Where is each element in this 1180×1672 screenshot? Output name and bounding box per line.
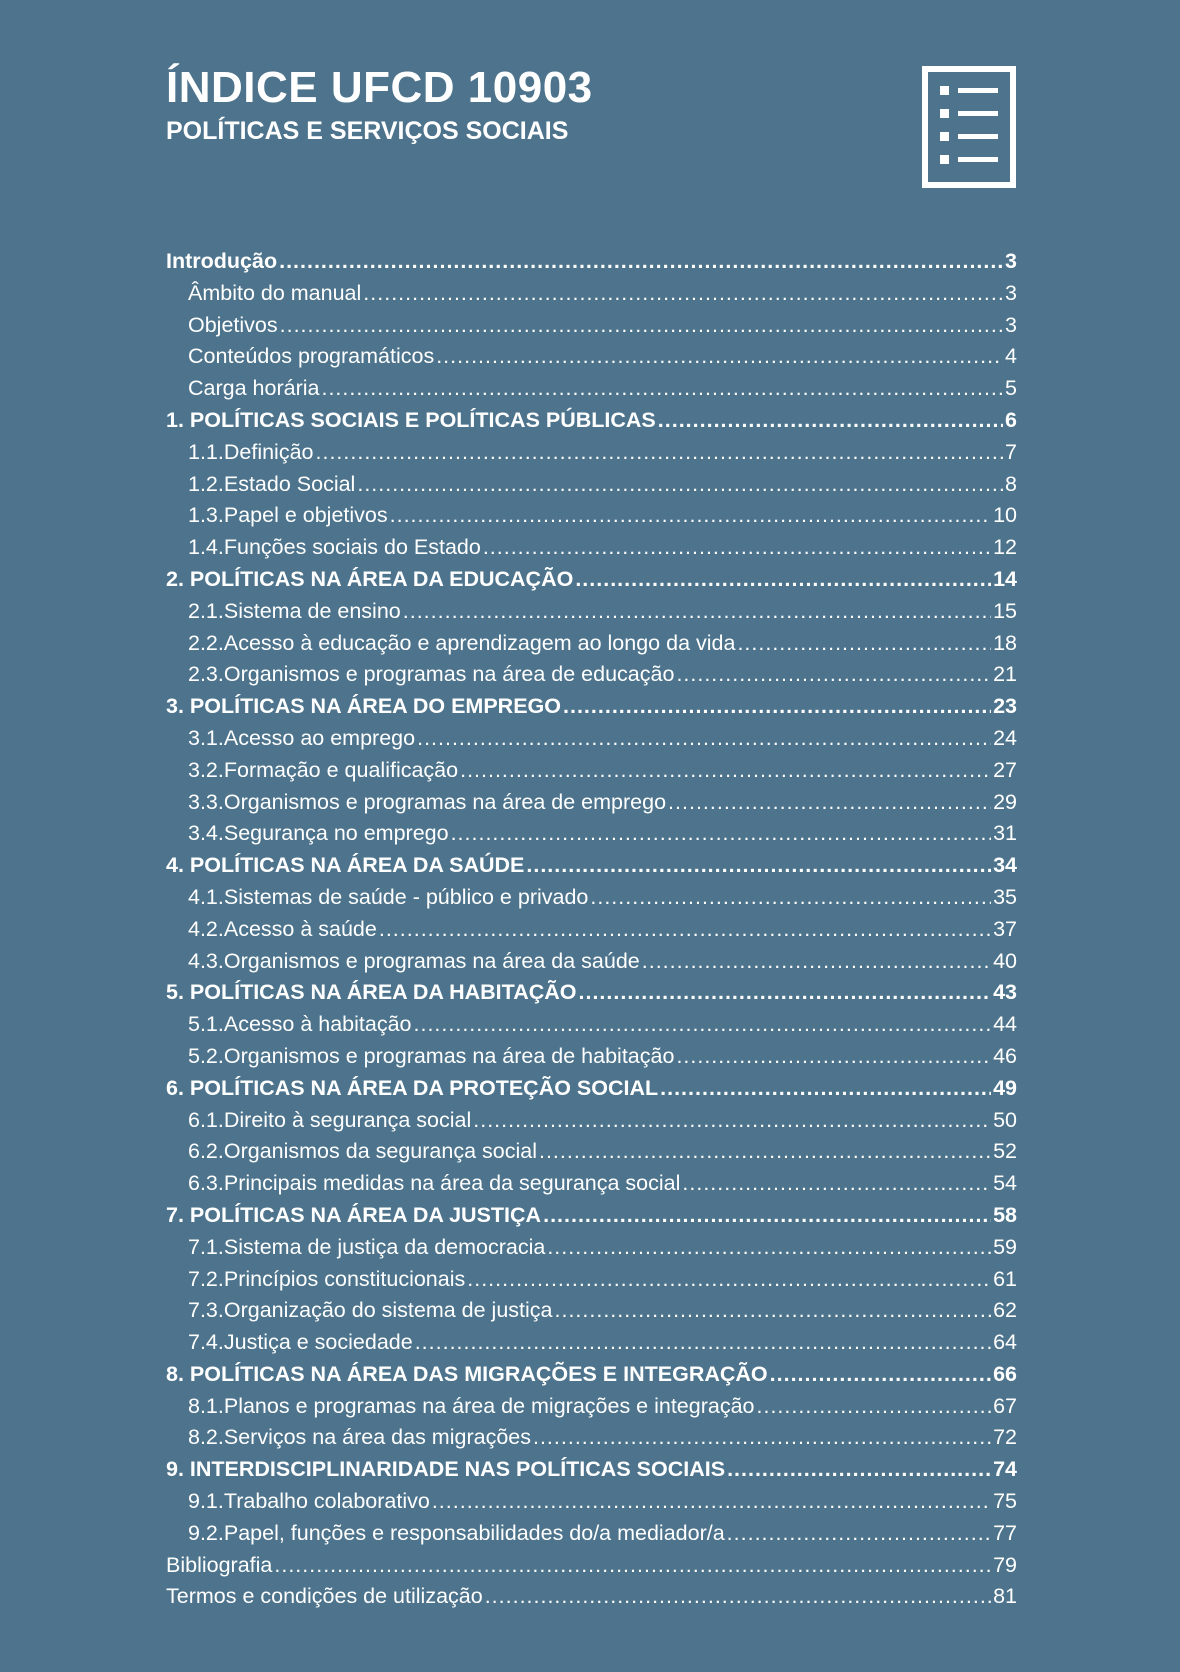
toc-section-entry[interactable] <box>166 628 1017 660</box>
toc-entry-title: 3.1.Acesso ao emprego <box>188 725 416 750</box>
toc-entry-title: 1. POLÍTICAS SOCIAIS E POLÍTICAS PÚBLICAS <box>166 407 656 432</box>
toc-entry-title: 4.3.Organismos e programas na área da saúde <box>188 948 640 973</box>
list-icon-line <box>958 88 998 93</box>
toc-entry-title: 9.2.Papel, funções e responsabilidades do/a mediador/a <box>188 1520 725 1545</box>
toc-dot-leader <box>575 564 991 596</box>
toc-section-entry[interactable] <box>166 1486 1017 1518</box>
toc-dot-leader <box>533 1422 991 1454</box>
toc-section-entry[interactable] <box>166 373 1017 405</box>
toc-dot-leader <box>563 691 991 723</box>
toc-page-number: 8 <box>1005 471 1017 496</box>
toc-entry-title: Bibliografia <box>166 1552 273 1577</box>
toc-dot-leader <box>547 1232 991 1264</box>
toc-page-number: 10 <box>993 503 1017 528</box>
toc-dot-leader <box>770 1359 991 1391</box>
toc-dot-leader <box>485 1581 991 1613</box>
toc-entry-title: 5. POLÍTICAS NA ÁREA DA HABITAÇÃO <box>166 980 577 1005</box>
toc-page-number: 67 <box>993 1393 1017 1418</box>
toc-page-number: 37 <box>993 916 1017 941</box>
toc-page-number: 62 <box>993 1298 1017 1323</box>
toc-page-number: 79 <box>993 1552 1017 1577</box>
toc-dot-leader <box>668 787 991 819</box>
toc-page-number: 27 <box>993 757 1017 782</box>
toc-section-entry[interactable] <box>166 1232 1017 1264</box>
toc-entry-title: 7. POLÍTICAS NA ÁREA DA JUSTIÇA <box>166 1202 542 1227</box>
toc-page-number: 50 <box>993 1107 1017 1132</box>
toc-page-number: 3 <box>1005 249 1017 273</box>
toc-page-number: 18 <box>993 630 1017 655</box>
toc-entry-title: 7.4.Justiça e sociedade <box>188 1330 413 1355</box>
toc-section-entry[interactable] <box>166 1518 1017 1550</box>
toc-page-number: 75 <box>993 1489 1017 1514</box>
toc-section-entry[interactable] <box>166 1009 1017 1041</box>
toc-entry-title: 2. POLÍTICAS NA ÁREA DA EDUCAÇÃO <box>166 566 574 591</box>
toc-dot-leader <box>321 373 1003 405</box>
toc-entry-title: 5.2.Organismos e programas na área de habitação <box>188 1043 675 1068</box>
toc-section-entry[interactable] <box>166 946 1017 978</box>
toc-entry-title: 8.1.Planos e programas na área de migrações e integração <box>188 1393 755 1418</box>
toc-section-entry[interactable] <box>166 818 1017 850</box>
toc-chapter-entry[interactable] <box>166 1200 1017 1232</box>
toc-page-number: 64 <box>993 1330 1017 1355</box>
toc-entry-title: 9.1.Trabalho colaborativo <box>188 1489 430 1514</box>
toc-entry-title: 4. POLÍTICAS NA ÁREA DA SAÚDE <box>166 853 525 878</box>
toc-section-entry[interactable] <box>166 1168 1017 1200</box>
toc-dot-leader <box>280 310 1003 342</box>
toc-dot-leader <box>414 1009 992 1041</box>
toc-page-number: 40 <box>993 948 1017 973</box>
toc-section-entry[interactable] <box>166 437 1017 469</box>
toc-entry-title: Objetivos <box>188 312 278 337</box>
toc-entry-title: Âmbito do manual <box>188 280 362 305</box>
toc-entry-title: 7.1.Sistema de justiça da democracia <box>188 1234 546 1259</box>
list-icon-bullet <box>940 132 949 141</box>
toc-dot-leader <box>451 818 992 850</box>
toc-entry-title: 7.3.Organização do sistema de justiça <box>188 1298 553 1323</box>
toc-section-entry[interactable] <box>166 914 1017 946</box>
toc-page-number: 35 <box>993 884 1017 909</box>
list-icon-bullet <box>940 86 949 95</box>
toc-page-number: 49 <box>993 1075 1017 1100</box>
toc-page-number: 61 <box>993 1266 1017 1291</box>
toc-entry-title: 2.2.Acesso à educação e aprendizagem ao longo da vida <box>188 630 736 655</box>
toc-chapter-entry[interactable] <box>166 1454 1017 1486</box>
toc-dot-leader <box>539 1136 991 1168</box>
toc-entry[interactable] <box>166 1581 1017 1613</box>
toc-page-number: 34 <box>993 853 1017 878</box>
toc-dot-leader <box>417 723 991 755</box>
toc-dot-leader <box>727 1454 991 1486</box>
toc-dot-leader <box>460 755 991 787</box>
toc-dot-leader <box>579 977 992 1009</box>
toc-dot-leader <box>660 1073 991 1105</box>
toc-entry-title: 6.3.Principais medidas na área da segurança social <box>188 1171 681 1196</box>
toc-dot-leader <box>727 1518 991 1550</box>
page-subtitle: POLÍTICAS E SERVIÇOS SOCIAIS <box>166 117 569 145</box>
toc-page-number: 5 <box>1005 376 1017 401</box>
toc-entry-title: 2.3.Organismos e programas na área de educação <box>188 662 675 687</box>
list-icon <box>922 66 1016 188</box>
toc-page-number: 21 <box>993 662 1017 687</box>
toc-chapter-entry[interactable] <box>166 1359 1017 1391</box>
page-title: ÍNDICE UFCD 10903 <box>166 63 593 112</box>
toc-page-number: 4 <box>1005 344 1017 369</box>
toc-page-number: 43 <box>993 980 1017 1005</box>
toc-entry-title: 6.2.Organismos da segurança social <box>188 1139 537 1164</box>
table-of-contents <box>166 246 1017 1613</box>
toc-dot-leader <box>357 469 1003 501</box>
toc-entry-title: 1.3.Papel e objetivos <box>188 503 388 528</box>
toc-page-number: 54 <box>993 1171 1017 1196</box>
toc-dot-leader <box>390 500 991 532</box>
toc-dot-leader <box>526 850 991 882</box>
toc-chapter-entry[interactable] <box>166 405 1017 437</box>
toc-dot-leader <box>403 596 991 628</box>
list-icon-line <box>958 157 998 162</box>
toc-section-entry[interactable] <box>166 1391 1017 1423</box>
toc-dot-leader <box>467 1264 991 1296</box>
list-icon-line <box>958 111 998 116</box>
toc-section-entry[interactable] <box>166 596 1017 628</box>
toc-dot-leader <box>473 1105 991 1137</box>
toc-page-number: 15 <box>993 598 1017 623</box>
toc-page-number: 77 <box>993 1520 1017 1545</box>
toc-dot-leader <box>363 278 1003 310</box>
toc-section-entry[interactable] <box>166 755 1017 787</box>
toc-section-entry[interactable] <box>166 787 1017 819</box>
toc-chapter-entry[interactable] <box>166 691 1017 723</box>
toc-section-entry[interactable] <box>166 310 1017 342</box>
toc-entry-title: 5.1.Acesso à habitação <box>188 1012 412 1037</box>
toc-chapter-entry[interactable] <box>166 1073 1017 1105</box>
toc-entry-title: 6.1.Direito à segurança social <box>188 1107 472 1132</box>
toc-page-number: 58 <box>993 1202 1017 1227</box>
toc-entry-title: Introdução <box>166 249 278 273</box>
toc-dot-leader <box>415 1327 991 1359</box>
toc-section-entry[interactable] <box>166 469 1017 501</box>
toc-entry-title: 3.3.Organismos e programas na área de emprego <box>188 789 667 814</box>
toc-dot-leader <box>543 1200 991 1232</box>
toc-dot-leader <box>436 341 1003 373</box>
toc-entry-title: 8. POLÍTICAS NA ÁREA DAS MIGRAÇÕES E INTEGRAÇÃO <box>166 1361 768 1386</box>
toc-section-entry[interactable] <box>166 341 1017 373</box>
toc-page-number: 59 <box>993 1234 1017 1259</box>
toc-entry-title: 2.1.Sistema de ensino <box>188 598 401 623</box>
toc-entry-title: 3. POLÍTICAS NA ÁREA DO EMPREGO <box>166 694 561 719</box>
toc-section-entry[interactable] <box>166 1264 1017 1296</box>
toc-entry-title: Carga horária <box>188 376 320 401</box>
toc-entry-title: 8.2.Serviços na área das migrações <box>188 1425 531 1450</box>
toc-page-number: 46 <box>993 1043 1017 1068</box>
toc-dot-leader <box>279 246 1003 278</box>
toc-chapter-entry[interactable] <box>166 977 1017 1009</box>
toc-page-number: 66 <box>993 1361 1017 1386</box>
toc-section-entry[interactable] <box>166 659 1017 691</box>
toc-entry-title: 4.2.Acesso à saúde <box>188 916 377 941</box>
toc-entry-title: 1.1.Definição <box>188 439 314 464</box>
toc-dot-leader <box>676 1041 991 1073</box>
toc-page-number: 7 <box>1005 439 1017 464</box>
toc-page-number: 74 <box>993 1457 1017 1482</box>
toc-dot-leader <box>555 1295 992 1327</box>
toc-page-number: 31 <box>993 821 1017 846</box>
toc-entry-title: Conteúdos programáticos <box>188 344 435 369</box>
toc-entry-title: 7.2.Princípios constitucionais <box>188 1266 466 1291</box>
toc-entry-title: 4.1.Sistemas de saúde - público e privado <box>188 884 589 909</box>
toc-page-number: 24 <box>993 725 1017 750</box>
toc-entry-title: 1.2.Estado Social <box>188 471 356 496</box>
toc-chapter-entry[interactable] <box>166 850 1017 882</box>
toc-section-entry[interactable] <box>166 882 1017 914</box>
toc-dot-leader <box>432 1486 991 1518</box>
toc-dot-leader <box>658 405 1003 437</box>
toc-dot-leader <box>483 532 991 564</box>
toc-dot-leader <box>316 437 1004 469</box>
toc-page-number: 52 <box>993 1139 1017 1164</box>
toc-dot-leader <box>274 1550 991 1582</box>
toc-entry-title: Termos e condições de utilização <box>166 1584 483 1609</box>
toc-section-entry[interactable] <box>166 723 1017 755</box>
toc-entry-title: 9. INTERDISCIPLINARIDADE NAS POLÍTICAS SOCIAIS <box>166 1457 726 1482</box>
list-icon-bullet <box>940 155 949 164</box>
toc-section-entry[interactable] <box>166 500 1017 532</box>
list-icon-bullet <box>940 109 949 118</box>
toc-page-number: 14 <box>993 566 1017 591</box>
toc-dot-leader <box>676 659 991 691</box>
toc-entry-title: 3.4.Segurança no emprego <box>188 821 449 846</box>
toc-dot-leader <box>737 628 991 660</box>
toc-section-entry[interactable] <box>166 1422 1017 1454</box>
toc-dot-leader <box>682 1168 991 1200</box>
toc-chapter-entry[interactable] <box>166 564 1017 596</box>
toc-page-number: 23 <box>993 694 1017 719</box>
toc-section-entry[interactable] <box>166 1105 1017 1137</box>
toc-section-entry[interactable] <box>166 1136 1017 1168</box>
toc-chapter-entry[interactable] <box>166 246 1017 278</box>
toc-section-entry[interactable] <box>166 532 1017 564</box>
toc-entry-title: 1.4.Funções sociais do Estado <box>188 535 481 560</box>
toc-dot-leader <box>590 882 991 914</box>
toc-page-number: 29 <box>993 789 1017 814</box>
toc-page-number: 3 <box>1005 280 1017 305</box>
toc-entry-title: 3.2.Formação e qualificação <box>188 757 459 782</box>
document-header <box>166 62 866 146</box>
toc-page-number: 44 <box>993 1012 1017 1037</box>
list-icon-frame <box>925 69 1013 185</box>
toc-section-entry[interactable] <box>166 1327 1017 1359</box>
list-icon-line <box>958 134 998 139</box>
toc-entry[interactable] <box>166 1550 1017 1582</box>
toc-section-entry[interactable] <box>166 1041 1017 1073</box>
toc-section-entry[interactable] <box>166 278 1017 310</box>
toc-dot-leader <box>642 946 991 978</box>
toc-entry-title: 6. POLÍTICAS NA ÁREA DA PROTEÇÃO SOCIAL <box>166 1075 659 1100</box>
toc-dot-leader <box>757 1391 992 1423</box>
toc-page-number: 12 <box>993 535 1017 560</box>
toc-page-number: 6 <box>1005 407 1017 432</box>
toc-page-number: 81 <box>993 1584 1017 1609</box>
toc-page-number: 3 <box>1005 312 1017 337</box>
toc-section-entry[interactable] <box>166 1295 1017 1327</box>
toc-dot-leader <box>379 914 991 946</box>
toc-page-number: 72 <box>993 1425 1017 1450</box>
